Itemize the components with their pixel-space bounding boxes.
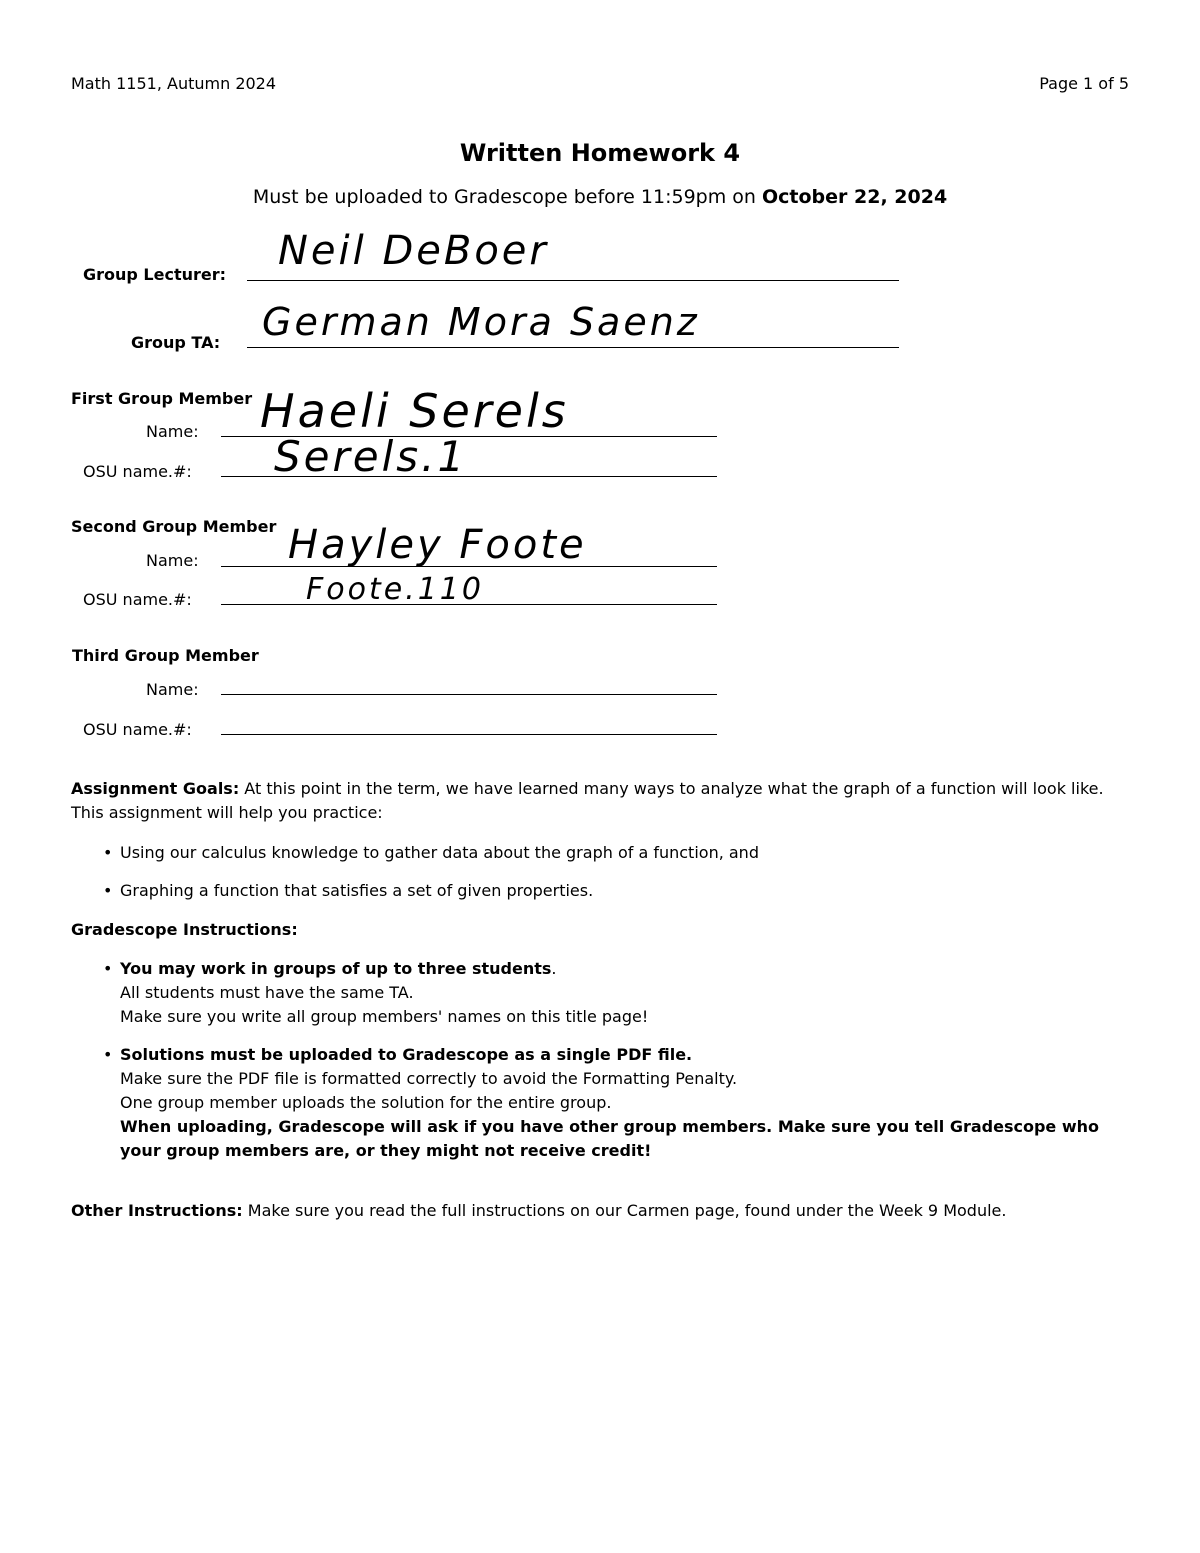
gradescope-item-2-line-4: When uploading, Gradescope will ask if you have other group members. Make sure you tell Gradescope who your group members are, or they might not receive credit! xyxy=(120,1117,1099,1160)
gradescope-item-2-bold: Solutions must be uploaded to Gradescope as a single PDF file. xyxy=(120,1045,693,1064)
due-date-line xyxy=(0,186,1200,208)
group-lecturer-label: Group Lecturer: xyxy=(83,265,227,284)
group-lecturer-handwriting[interactable]: Neil DeBoer xyxy=(278,228,549,274)
other-instructions-text: Make sure you read the full instructions on our Carmen page, found under the Week 9 Module. xyxy=(242,1201,1007,1220)
other-instructions xyxy=(71,1199,1133,1223)
gradescope-item-1-line-3: Make sure you write all group members' names on this title page! xyxy=(120,1007,649,1026)
second-member-name-handwriting[interactable]: Hayley Foote xyxy=(288,522,587,568)
page-number: Page 1 of 5 xyxy=(1039,74,1129,93)
third-member-heading: Third Group Member xyxy=(72,646,259,665)
group-ta-label: Group TA: xyxy=(131,333,221,352)
second-member-osu-label: OSU name.#: xyxy=(83,590,192,609)
third-member-name-label: Name: xyxy=(146,680,199,699)
first-member-name-handwriting[interactable]: Haeli Serels xyxy=(260,384,569,438)
first-member-heading: First Group Member xyxy=(71,389,253,408)
gradescope-item-2-line-3: One group member uploads the solution for the entire group. xyxy=(120,1093,612,1112)
first-member-osu-label: OSU name.#: xyxy=(83,462,192,481)
goal-bullet-1: • Using our calculus knowledge to gather data about the graph of a function, and xyxy=(103,843,759,862)
third-member-osu-label: OSU name.#: xyxy=(83,720,192,739)
second-member-osu-handwriting[interactable]: Foote.110 xyxy=(306,572,484,607)
first-member-osu-handwriting[interactable]: Serels.1 xyxy=(274,432,468,481)
assignment-goals-label: Assignment Goals: xyxy=(71,779,240,798)
goal-bullet-2: • Graphing a function that satisfies a set of given properties. xyxy=(103,881,594,900)
first-member-name-label: Name: xyxy=(146,422,199,441)
assignment-goals-text: At this point in the term, we have learned many ways to analyze what the graph of a function will look like. This assignment will help you practice: xyxy=(71,779,1104,822)
group-lecturer-line xyxy=(247,280,899,281)
due-date-prefix: Must be uploaded to Gradescope before 11:59pm on xyxy=(252,186,762,208)
third-member-osu-line xyxy=(221,734,717,735)
gradescope-item-2: • Solutions must be uploaded to Gradescope as a single PDF file. Make sure the PDF file is formatted correctly to avoid the Formatting Penalty. One group member uploads the solution for the entire group. When uploading, Gradescope will ask if you have other group members. Make sure you tell Gradescope who your group members are, or they might not receive credit! xyxy=(120,1043,1132,1163)
gradescope-item-1: • You may work in groups of up to three students. All students must have the same TA. Make sure you write all group members' names on this title page! xyxy=(120,957,1130,1029)
due-date: October 22, 2024 xyxy=(761,186,948,208)
course-header: Math 1151, Autumn 2024 xyxy=(71,74,277,93)
page-title: Written Homework 4 xyxy=(459,139,741,167)
gradescope-heading: Gradescope Instructions: xyxy=(71,920,298,939)
assignment-goals xyxy=(71,777,1133,825)
third-member-name-line xyxy=(221,694,717,695)
second-member-name-label: Name: xyxy=(146,551,199,570)
group-ta-line xyxy=(247,347,899,348)
group-ta-handwriting[interactable]: German Mora Saenz xyxy=(262,300,700,344)
second-member-heading: Second Group Member xyxy=(71,517,277,536)
other-instructions-label: Other Instructions: xyxy=(71,1201,243,1220)
gradescope-item-1-bold: You may work in groups of up to three students xyxy=(120,959,552,978)
gradescope-item-2-line-2: Make sure the PDF file is formatted correctly to avoid the Formatting Penalty. xyxy=(120,1069,738,1088)
gradescope-item-1-line-2: All students must have the same TA. xyxy=(120,983,414,1002)
